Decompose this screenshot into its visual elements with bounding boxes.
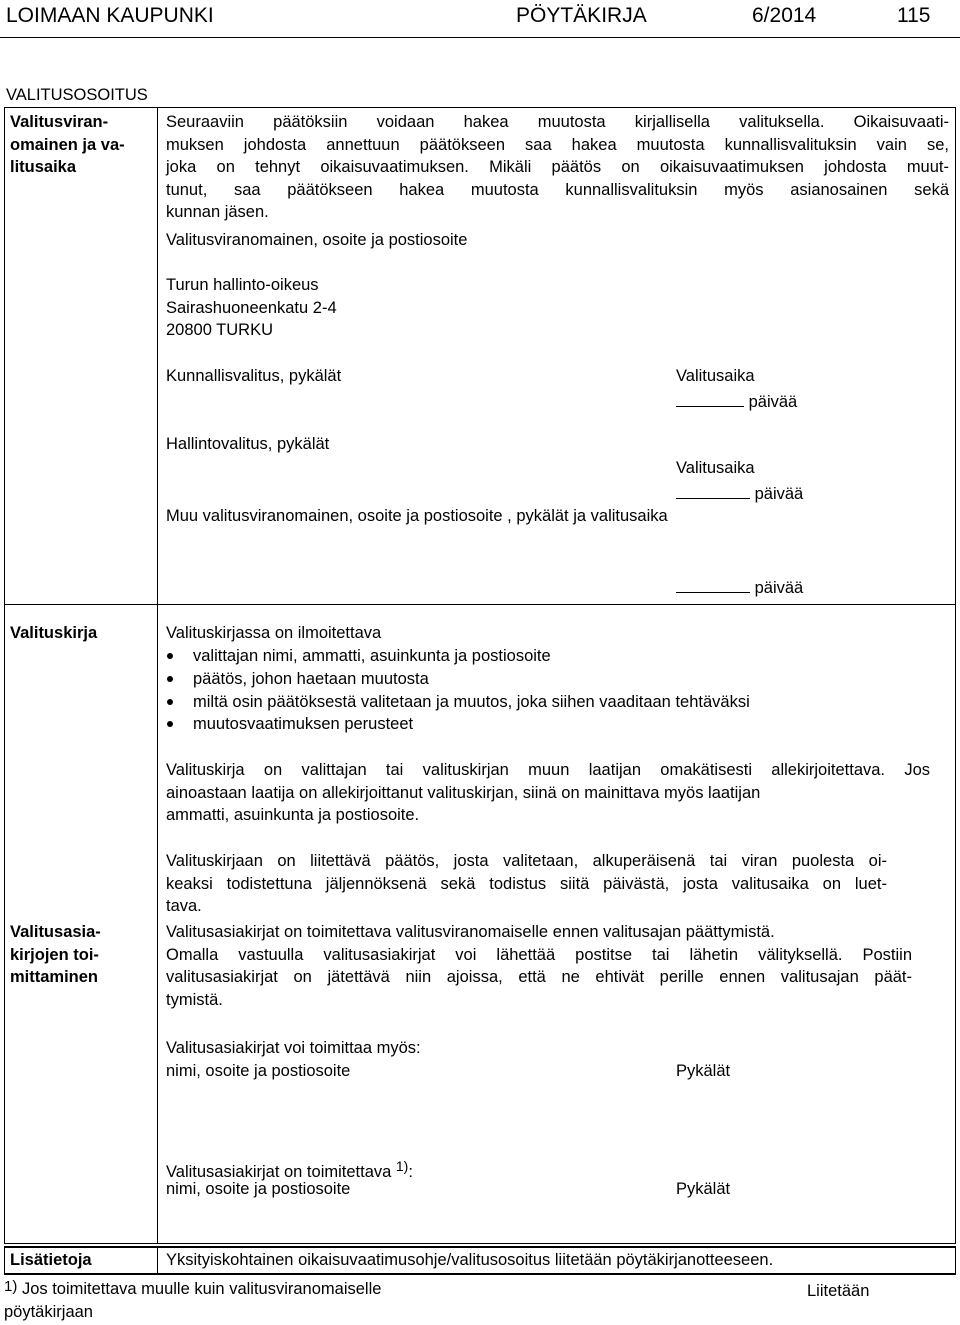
intro-line: joka on tehnyt oikaisuvaatimuksen. Mikäli päätös on oikaisuvaatimuksen johdosta muut- <box>166 158 949 177</box>
delivery-line: Omalla vastuulla valitusasiakirjat voi lähettää postitse tai lähetin välityksellä. Postiin <box>166 945 912 964</box>
footnote-text: Jos toimitettava muulle kuin valitusviranomaiselle <box>21 1280 382 1298</box>
authority-intro <box>166 111 949 224</box>
days-label: päivää <box>754 579 804 597</box>
court-street: Sairashuoneenkatu 2-4 <box>166 299 337 317</box>
bullet-icon <box>167 721 173 727</box>
appeal-days-row-3 <box>676 574 803 600</box>
page-number: 115 <box>897 4 931 27</box>
section-divider <box>4 604 956 605</box>
appeal-document-heading: Valituskirjassa on ilmoitettava <box>166 624 382 642</box>
table-right-border <box>955 107 956 1244</box>
footnote-marker: 1) <box>395 1158 409 1174</box>
appeal-document-label: Valituskirja <box>10 624 98 642</box>
authority-label-line: Valitusviran- <box>10 113 109 131</box>
days-label: päivää <box>748 393 798 411</box>
authority-heading: Valitusviranomainen, osoite ja postiosoite <box>166 231 468 249</box>
section-title: VALITUSOSOITUS <box>6 86 148 104</box>
document-number: 6/2014 <box>752 4 817 27</box>
delivery-required-text: Valitusasiakirjat on toimitettava <box>166 1163 392 1181</box>
table-left-border <box>4 107 5 1244</box>
intro-line: tunut, saa päätökseen hakea muutosta kunnallisvalituksin myös asianosainen sekä <box>166 180 949 199</box>
days-blank <box>676 574 750 593</box>
footnote-right: Liitetään <box>807 1282 870 1300</box>
days-blank <box>676 388 744 407</box>
bullet-icon <box>167 653 173 659</box>
footnote-marker: 1) <box>4 1278 18 1295</box>
header-rule <box>0 37 960 38</box>
court-name: Turun hallinto-oikeus <box>166 276 319 294</box>
footer-row-divider <box>157 1246 158 1274</box>
delivery-line: valitusasiakirjat on jätettävä niin ajoissa, että ne ehtivät perille ennen valitusajan päät- <box>166 968 912 987</box>
municipal-appeal-label: Kunnallisvalitus, pykälät <box>166 367 342 385</box>
delivery-label <box>10 921 101 989</box>
delivery-label-line: mittaminen <box>10 968 99 987</box>
delivery-label-line: Valitusasia- <box>10 923 101 941</box>
signature-paragraph <box>166 759 930 827</box>
required-item: muutosvaatimuksen perusteet <box>193 715 414 733</box>
org-name: LOIMAAN KAUPUNKI <box>6 4 214 27</box>
footer-row-bottom <box>4 1273 956 1275</box>
delivery-label-line: kirjojen toi- <box>10 945 99 964</box>
footnote-line-2: pöytäkirjaan <box>4 1303 93 1321</box>
required-item: miltä osin päätöksestä valitetaan ja muutos, joka siihen vaaditaan tehtäväksi <box>193 693 750 711</box>
authority-label-line: omainen ja va- <box>10 135 125 154</box>
attachment-paragraph <box>166 850 887 918</box>
intro-line: muksen johdosta annettuun päätökseen saa hakea muutosta kunnallisvalituksin vain se, <box>166 135 949 154</box>
additional-info-text: Yksityiskohtainen oikaisuvaatimusohje/valitusosoitus liitetään pöytäkirjanotteeseen. <box>166 1251 774 1269</box>
footer-row-right <box>955 1246 956 1274</box>
attachment-line: tava. <box>166 897 202 916</box>
appeal-period-label: Valitusaika <box>676 367 755 385</box>
signature-line: ainoastaan laatija on allekirjoittanut valituskirjan, siinä on mainittava myös laatijan <box>166 783 761 802</box>
delivery-option-heading: Valitusasiakirjat voi toimittaa myös: <box>166 1039 421 1057</box>
intro-line: Seuraaviin päätöksiin voidaan hakea muutosta kirjallisella valituksella. Oikaisuvaati- <box>166 113 949 131</box>
attachment-line: keaksi todistettuna jäljennöksenä sekä todistus siitä päivästä, josta valitusaika on luet- <box>166 874 887 893</box>
attachment-line: Valituskirjaan on liitettävä päätös, josta valitetaan, alkuperäisenä tai viran puolesta oi- <box>166 852 887 870</box>
required-item: valittajan nimi, ammatti, asuinkunta ja postiosoite <box>193 647 551 665</box>
days-label: päivää <box>754 485 804 503</box>
bullet-icon <box>167 676 173 682</box>
delivery-line: tymistä. <box>166 990 223 1009</box>
other-authority-label: Muu valitusviranomainen, osoite ja postiosoite , pykälät ja valitusaika <box>166 507 668 525</box>
delivery-required-address: nimi, osoite ja postiosoite <box>166 1180 351 1198</box>
signature-line: ammatti, asuinkunta ja postiosoite. <box>166 806 420 825</box>
footnote <box>4 1278 381 1302</box>
appeal-days-row <box>676 388 797 414</box>
intro-line: kunnan jäsen. <box>166 203 269 222</box>
bullet-icon <box>167 699 173 705</box>
footer-row-left <box>4 1246 5 1274</box>
authority-label-line: litusaika <box>10 158 77 177</box>
delivery-paragraph <box>166 921 912 1011</box>
table-bottom-border <box>4 1243 956 1244</box>
heading-colon: : <box>408 1163 413 1181</box>
table-divider <box>157 107 158 1244</box>
additional-info-label: Lisätietoja <box>10 1251 92 1269</box>
delivery-line: Valitusasiakirjat on toimitettava valitusviranomaiselle ennen valitusajan päättymistä. <box>166 923 775 941</box>
required-item: päätös, johon haetaan muutosta <box>193 670 429 688</box>
administrative-appeal-label: Hallintovalitus, pykälät <box>166 435 330 453</box>
appeal-days-row-2 <box>676 480 803 506</box>
delivery-option-address: nimi, osoite ja postiosoite <box>166 1062 351 1080</box>
appeal-period-label-2: Valitusaika <box>676 459 755 477</box>
days-blank <box>676 480 750 499</box>
court-postcode: 20800 TURKU <box>166 321 274 339</box>
table-top-border <box>4 107 956 108</box>
authority-label <box>10 111 125 179</box>
delivery-option-sections: Pykälät <box>676 1062 731 1080</box>
delivery-required-sections: Pykälät <box>676 1180 731 1198</box>
footer-row-top <box>4 1246 956 1248</box>
document-type: PÖYTÄKIRJA <box>516 4 647 27</box>
signature-line: Valituskirja on valittajan tai valituskirjan muun laatijan omakätisesti allekirjoitettava. Jos <box>166 761 930 779</box>
